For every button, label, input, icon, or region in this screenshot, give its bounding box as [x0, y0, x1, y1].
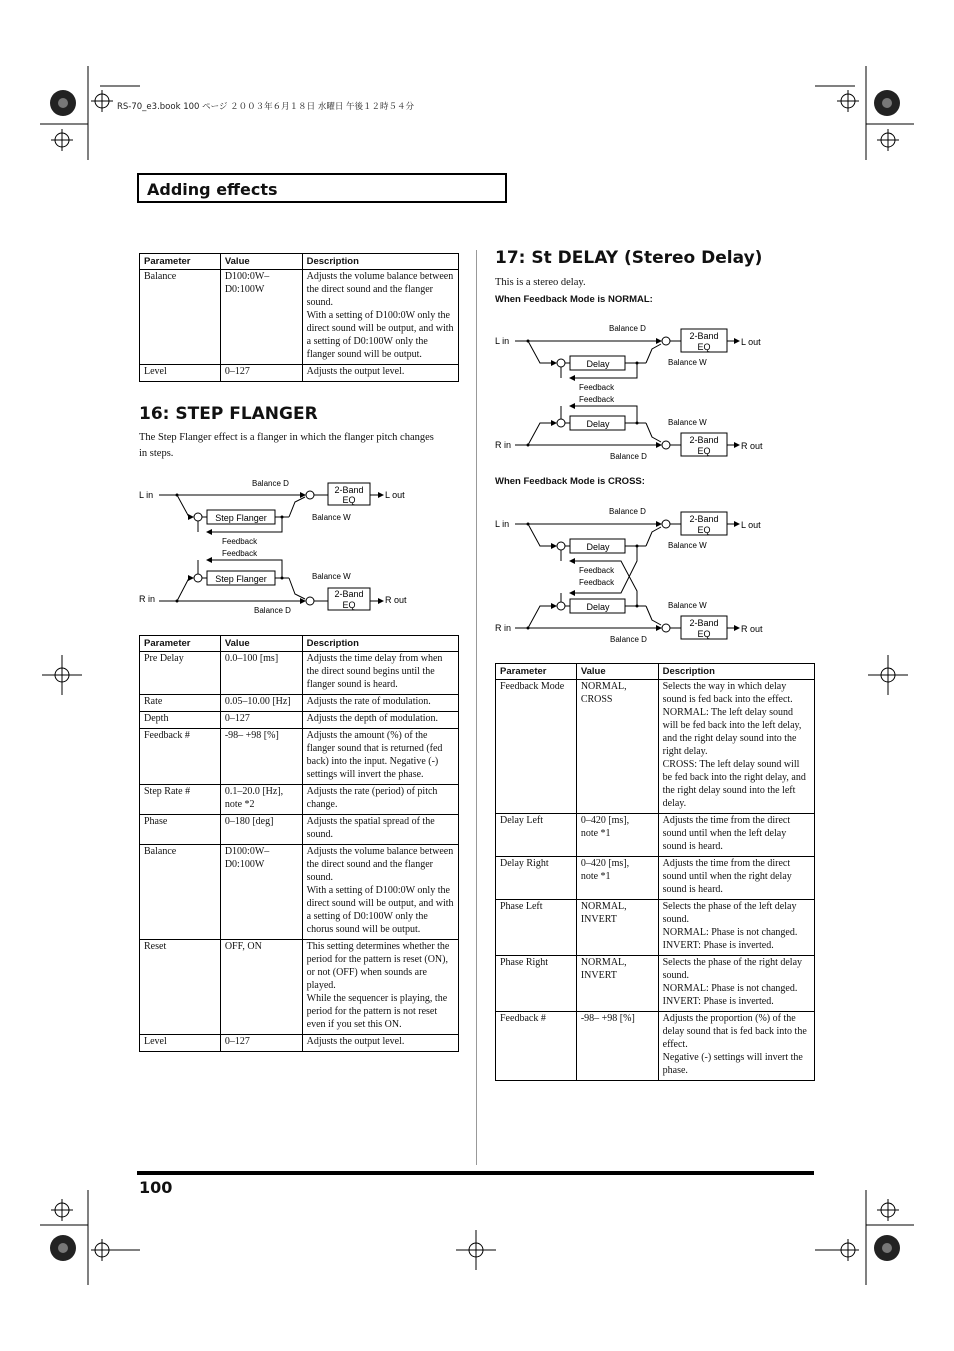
value-cell: OFF, ON — [220, 940, 302, 1035]
label-balance-w-l: Balance W — [312, 513, 351, 522]
description-cell: Adjusts the output level. — [302, 365, 458, 382]
value-cell: -98– +98 [%] — [576, 1012, 658, 1081]
col-header-description: Description — [658, 664, 814, 680]
label-r-out: R out — [741, 624, 763, 634]
section-title-box — [137, 173, 507, 203]
label-eq2-l: EQ — [697, 525, 711, 535]
st-delay-normal-diagram — [493, 318, 783, 463]
label-feedback-r: Feedback — [579, 395, 615, 404]
col-header-value: Value — [576, 664, 658, 680]
param-cell: Feedback # — [140, 729, 221, 785]
description-cell: Adjusts the time delay from when the direct sound begins until the flanger sound is heard. — [302, 652, 458, 695]
description-cell: Adjusts the proportion (%) of the delay sound that is fed back into the effect. Negative (-) settings will invert the phase. — [658, 1012, 814, 1081]
description-cell: Selects the way in which delay sound is fed back into the effect. NORMAL: The left delay sound will be fed back into the left delay, and the right delay sound into the right delay. CROSS: The left delay sound will be fed back into the right delay, and the right delay sound into the left delay. — [658, 680, 814, 814]
table-row — [140, 940, 459, 1035]
table-row — [496, 956, 815, 1012]
description-cell: Adjusts the amount (%) of the flanger sound that is returned (fed back) into the input. Negative (-) settings will invert the phase. — [302, 729, 458, 785]
footer-rule — [137, 1171, 814, 1175]
table-row — [140, 712, 459, 729]
table-row — [140, 270, 459, 365]
col-header-parameter: Parameter — [496, 664, 577, 680]
step-flanger-intro: The Step Flanger effect is a flanger in which the flanger pitch changes in steps. — [139, 432, 434, 459]
label-l-in: L in — [495, 519, 510, 529]
param-cell: Step Rate # — [140, 785, 221, 815]
param-cell: Rate — [140, 695, 221, 712]
description-cell: Selects the phase of the left delay sound. NORMAL: Phase is not changed. INVERT: Phase is inverted. — [658, 900, 814, 956]
table-row — [496, 680, 815, 814]
description-cell: Adjusts the time from the direct sound until when the right delay sound is heard. — [658, 857, 814, 900]
label-r-out: R out — [741, 441, 763, 451]
label-feedback-r: Feedback — [579, 578, 615, 587]
value-cell: NORMAL, INVERT — [576, 956, 658, 1012]
print-header: RS-70_e3.book 100 ページ ２００３年６月１８日 水曜日 午後１２時５４分 — [117, 102, 415, 112]
st-delay-cross-diagram — [493, 501, 783, 646]
label-r-in: R in — [495, 623, 512, 633]
normal-mode-heading: When Feedback Mode is NORMAL: — [495, 294, 653, 305]
label-balance-w-r: Balance W — [668, 418, 707, 427]
param-cell: Balance — [140, 845, 221, 940]
label-balance-d-r: Balance D — [610, 452, 647, 461]
label-balance-d-l: Balance D — [609, 507, 646, 516]
flanger-continuation-table — [139, 253, 459, 382]
table-row — [496, 1012, 815, 1081]
column-divider — [476, 250, 477, 1165]
label-l-out: L out — [741, 337, 761, 347]
param-cell: Pre Delay — [140, 652, 221, 695]
value-cell: 0.1–20.0 [Hz], note *2 — [220, 785, 302, 815]
value-cell: NORMAL, CROSS — [576, 680, 658, 814]
label-feedback-l: Feedback — [579, 566, 615, 575]
description-cell: Adjusts the spatial spread of the sound. — [302, 815, 458, 845]
label-eq1-l: 2-Band — [334, 485, 364, 495]
label-balance-w-r: Balance W — [668, 601, 707, 610]
param-cell: Feedback # — [496, 1012, 577, 1081]
label-eq1-r: 2-Band — [689, 618, 719, 628]
label-delay-block-r: Delay — [586, 419, 610, 429]
description-cell: Adjusts the time from the direct sound until when the left delay sound is heard. — [658, 814, 814, 857]
label-r-in: R in — [139, 594, 156, 604]
st-delay-intro: This is a stereo delay. — [495, 277, 586, 288]
label-r-out: R out — [385, 595, 407, 605]
label-eq2-l: EQ — [342, 495, 356, 505]
label-balance-d-l: Balance D — [609, 324, 646, 333]
param-cell: Depth — [140, 712, 221, 729]
label-balance-w-l: Balance W — [668, 541, 707, 550]
section-title: Adding effects — [147, 180, 278, 199]
label-l-in: L in — [495, 336, 510, 346]
label-r-in: R in — [495, 440, 512, 450]
step-flanger-parameter-table — [139, 635, 459, 1052]
table-row — [140, 785, 459, 815]
label-step-flanger-block-r: Step Flanger — [215, 574, 267, 584]
col-header-description: Description — [302, 254, 458, 270]
label-feedback-l: Feedback — [222, 537, 258, 546]
table-row — [496, 900, 815, 956]
table-row — [140, 845, 459, 940]
label-balance-d-l: Balance D — [252, 479, 289, 488]
table-row — [140, 1035, 459, 1052]
label-l-out: L out — [385, 490, 405, 500]
description-cell: This setting determines whether the period for the pattern is reset (ON), or not (OFF) when sounds are played. While the sequencer is playing, the period for the pattern is not reset even if you set this ON. — [302, 940, 458, 1035]
label-feedback-l: Feedback — [579, 383, 615, 392]
param-cell: Reset — [140, 940, 221, 1035]
value-cell: 0–127 — [220, 712, 302, 729]
label-balance-d-r: Balance D — [610, 635, 647, 644]
description-cell: Adjusts the depth of modulation. — [302, 712, 458, 729]
param-cell: Delay Right — [496, 857, 577, 900]
label-delay-block-l: Delay — [586, 542, 610, 552]
table-row — [496, 857, 815, 900]
table-row — [140, 815, 459, 845]
param-cell: Phase — [140, 815, 221, 845]
col-header-value: Value — [220, 636, 302, 652]
description-cell: Adjusts the volume balance between the direct sound and the flanger sound. With a setting of D100:0W only the direct sound will be output, and with a setting of D0:100W only the chorus sound will be output. — [302, 845, 458, 940]
value-cell: 0–127 — [220, 1035, 302, 1052]
param-cell: Level — [140, 1035, 221, 1052]
step-flanger-title: 16: STEP FLANGER — [139, 404, 318, 424]
col-header-description: Description — [302, 636, 458, 652]
col-header-parameter: Parameter — [140, 254, 221, 270]
description-cell: Adjusts the volume balance between the direct sound and the flanger sound. With a setting of D100:0W only the direct sound will be output, and with a setting of D0:100W only the flanger sound will be output. — [302, 270, 458, 365]
st-delay-title: 17: St DELAY (Stereo Delay) — [495, 248, 763, 268]
label-feedback-r: Feedback — [222, 549, 258, 558]
col-header-parameter: Parameter — [140, 636, 221, 652]
value-cell: 0–180 [deg] — [220, 815, 302, 845]
step-flanger-diagram — [137, 474, 417, 619]
value-cell: 0–420 [ms], note *1 — [576, 857, 658, 900]
param-cell: Phase Left — [496, 900, 577, 956]
description-cell: Selects the phase of the right delay sound. NORMAL: Phase is not changed. INVERT: Phase is inverted. — [658, 956, 814, 1012]
label-eq1-l: 2-Band — [689, 331, 719, 341]
value-cell: 0–127 — [220, 365, 302, 382]
description-cell: Adjusts the rate of modulation. — [302, 695, 458, 712]
cross-mode-heading: When Feedback Mode is CROSS: — [495, 476, 645, 487]
label-l-in: L in — [139, 490, 154, 500]
table-row — [140, 695, 459, 712]
label-delay-block-l: Delay — [586, 359, 610, 369]
st-delay-parameter-table — [495, 663, 815, 1081]
label-eq1-r: 2-Band — [689, 435, 719, 445]
label-eq1-r: 2-Band — [334, 589, 364, 599]
label-balance-w-r: Balance W — [312, 572, 351, 581]
label-eq2-l: EQ — [697, 342, 711, 352]
col-header-value: Value — [220, 254, 302, 270]
label-eq2-r: EQ — [697, 629, 711, 639]
value-cell: -98– +98 [%] — [220, 729, 302, 785]
label-delay-block-r: Delay — [586, 602, 610, 612]
value-cell: 0–420 [ms], note *1 — [576, 814, 658, 857]
page-number: 100 — [139, 1178, 173, 1197]
value-cell: NORMAL, INVERT — [576, 900, 658, 956]
label-eq2-r: EQ — [697, 446, 711, 456]
param-cell: Level — [140, 365, 221, 382]
label-step-flanger-block-l: Step Flanger — [215, 513, 267, 523]
value-cell: D100:0W– D0:100W — [220, 270, 302, 365]
description-cell: Adjusts the output level. — [302, 1035, 458, 1052]
value-cell: 0.05–10.00 [Hz] — [220, 695, 302, 712]
label-eq1-l: 2-Band — [689, 514, 719, 524]
param-cell: Feedback Mode — [496, 680, 577, 814]
label-balance-d-r: Balance D — [254, 606, 291, 615]
label-eq2-r: EQ — [342, 600, 356, 610]
param-cell: Delay Left — [496, 814, 577, 857]
value-cell: 0.0–100 [ms] — [220, 652, 302, 695]
table-row — [140, 729, 459, 785]
param-cell: Balance — [140, 270, 221, 365]
param-cell: Phase Right — [496, 956, 577, 1012]
table-row — [140, 365, 459, 382]
label-l-out: L out — [741, 520, 761, 530]
table-row — [140, 652, 459, 695]
value-cell: D100:0W– D0:100W — [220, 845, 302, 940]
description-cell: Adjusts the rate (period) of pitch change. — [302, 785, 458, 815]
table-row — [496, 814, 815, 857]
label-balance-w-l: Balance W — [668, 358, 707, 367]
